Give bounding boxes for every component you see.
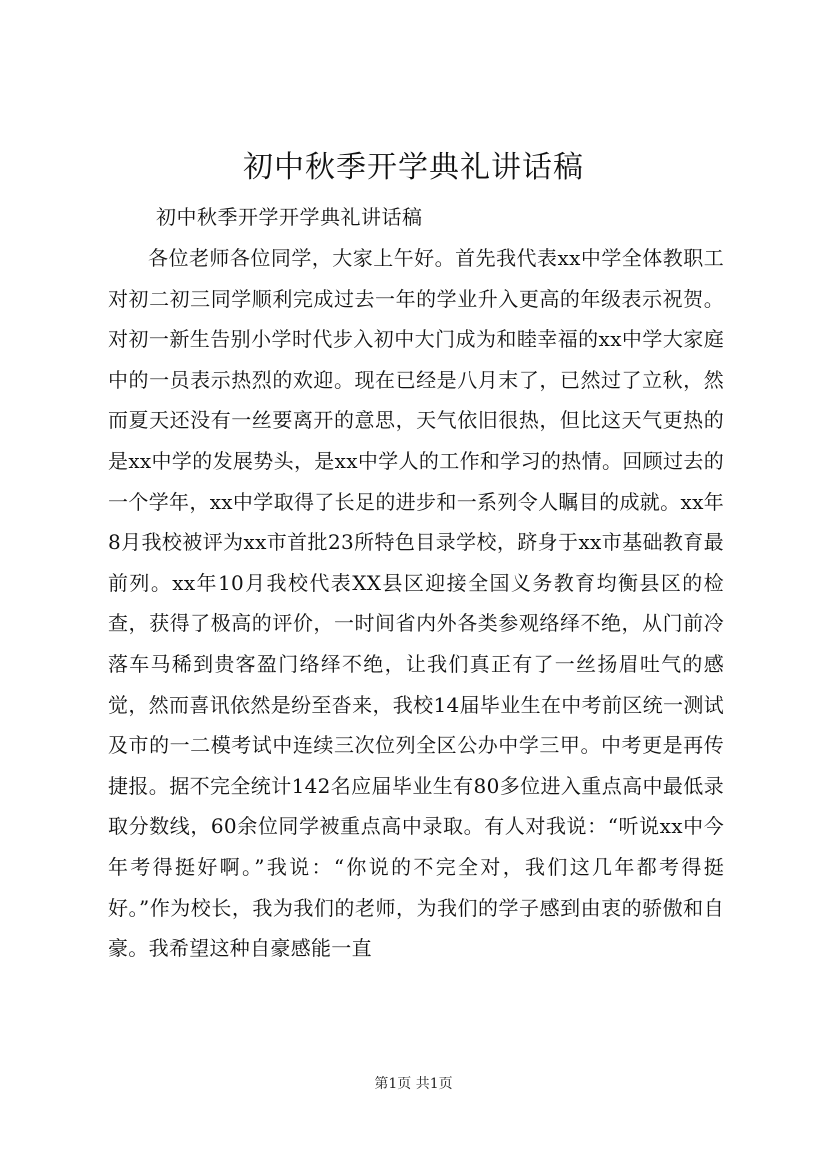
document-subtitle: 初中秋季开学开学典礼讲话稿 <box>156 205 423 229</box>
document-body-paragraph: 各位老师各位同学，大家上午好。首先我代表xx中学全体教职工对初二初三同学顺利完成过去一年的学业升入更高的年级表示祝贺。对初一新生告别小学时代步入初中大门成为和睦幸福的xx中学大家庭中的一员表示热烈的欢迎。现在已经是八月末了，已然过了立秋，然而夏天还没有一丝要离开的意思，天气依旧很热，但比这天气更热的是xx中学的发展势头，是xx中学人的工作和学习的热情。回顾过去的一个学年，xx中学取得了长足的进步和一系列令人瞩目的成就。xx年8月我校被评为xx市首批23所特色目录学校，跻身于xx市基础教育最前列。xx年10月我校代表XX县区迎接全国义务教育均衡县区的检查，获得了极高的评价，一时间省内外各类参观络绎不绝，从门前冷落车马稀到贵客盈门络绎不绝，让我们真正有了一丝扬眉吐气的感觉，然而喜讯依然是纷至沓来，我校14届毕业生在中考前区统一测试及市的一二模考试中连续三次位列全区公办中学三甲。中考更是再传捷报。据不完全统计142名应届毕业生有80多位进入重点高中最低录取分数线，60余位同学被重点高中录取。有人对我说：“听说xx中今年考得挺好啊。”我说：“你说的不完全对，我们这几年都考得挺好。”作为校长，我为我们的老师，为我们的学子感到由衷的骄傲和自豪。我希望这种自豪感能一直 <box>108 246 724 961</box>
page-number-footer: 第1页 共1页 <box>374 1076 453 1092</box>
document-title: 初中秋季开学典礼讲话稿 <box>243 150 584 185</box>
